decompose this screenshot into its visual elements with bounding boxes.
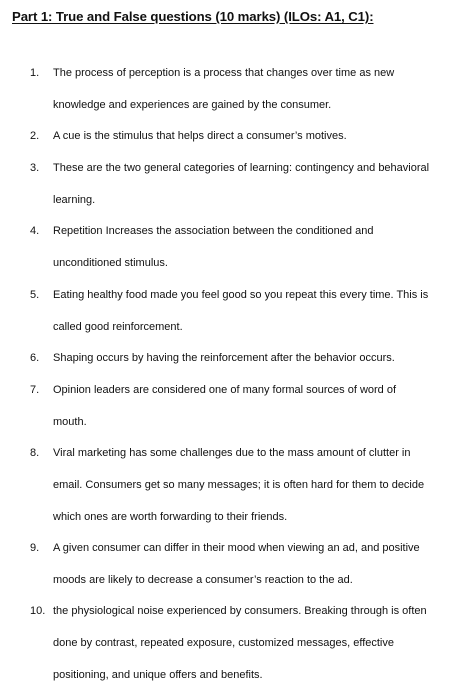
question-line: positioning, and unique offers and benefits. <box>53 669 263 681</box>
question-line: Repetition Increases the association between the conditioned and <box>53 225 374 237</box>
question-text <box>53 215 465 279</box>
question-text <box>53 120 465 152</box>
question-line: which ones are worth forwarding to their friends. <box>53 511 288 523</box>
question-text <box>53 437 465 533</box>
question-text <box>53 595 465 691</box>
question-number: 8. <box>30 447 40 459</box>
question-text <box>53 532 465 596</box>
question-line: done by contrast, repeated exposure, customized messages, effective <box>53 637 394 649</box>
question-line: A given consumer can differ in their mood when viewing an ad, and positive <box>53 542 420 554</box>
question-line: Viral marketing has some challenges due to the mass amount of clutter in <box>53 447 411 459</box>
question-number: 6. <box>30 352 40 364</box>
section-heading: Part 1: True and False questions (10 marks) (ILOs: A1, C1): <box>12 9 374 24</box>
question-line: moods are likely to decrease a consumer’s reaction to the ad. <box>53 574 353 586</box>
question-line: These are the two general categories of learning: contingency and behavioral <box>53 162 430 174</box>
question-line: Opinion leaders are considered one of many formal sources of word of <box>53 384 397 396</box>
question-line: email. Consumers get so many messages; it is often hard for them to decide <box>53 479 425 491</box>
question-number: 4. <box>30 225 40 237</box>
question-number: 10. <box>30 605 46 617</box>
question-line: Eating healthy food made you feel good so you repeat this every time. This is <box>53 289 429 301</box>
question-text <box>53 152 465 216</box>
question-number: 7. <box>30 384 40 396</box>
question-line: called good reinforcement. <box>53 321 183 333</box>
question-line: A cue is the stimulus that helps direct a consumer’s motives. <box>53 130 347 142</box>
question-number: 2. <box>30 130 40 142</box>
question-number: 1. <box>30 67 40 79</box>
question-line: knowledge and experiences are gained by the consumer. <box>53 99 332 111</box>
question-text <box>53 57 465 121</box>
question-text <box>53 342 465 374</box>
question-line: the physiological noise experienced by consumers. Breaking through is often <box>53 605 427 617</box>
question-text <box>53 279 465 343</box>
question-line: unconditioned stimulus. <box>53 257 168 269</box>
question-line: learning. <box>53 194 96 206</box>
question-number: 9. <box>30 542 40 554</box>
question-number: 5. <box>30 289 40 301</box>
question-number: 3. <box>30 162 40 174</box>
question-line: mouth. <box>53 416 87 428</box>
question-text <box>53 374 465 438</box>
question-line: The process of perception is a process that changes over time as new <box>53 67 395 79</box>
question-line: Shaping occurs by having the reinforcement after the behavior occurs. <box>53 352 395 364</box>
